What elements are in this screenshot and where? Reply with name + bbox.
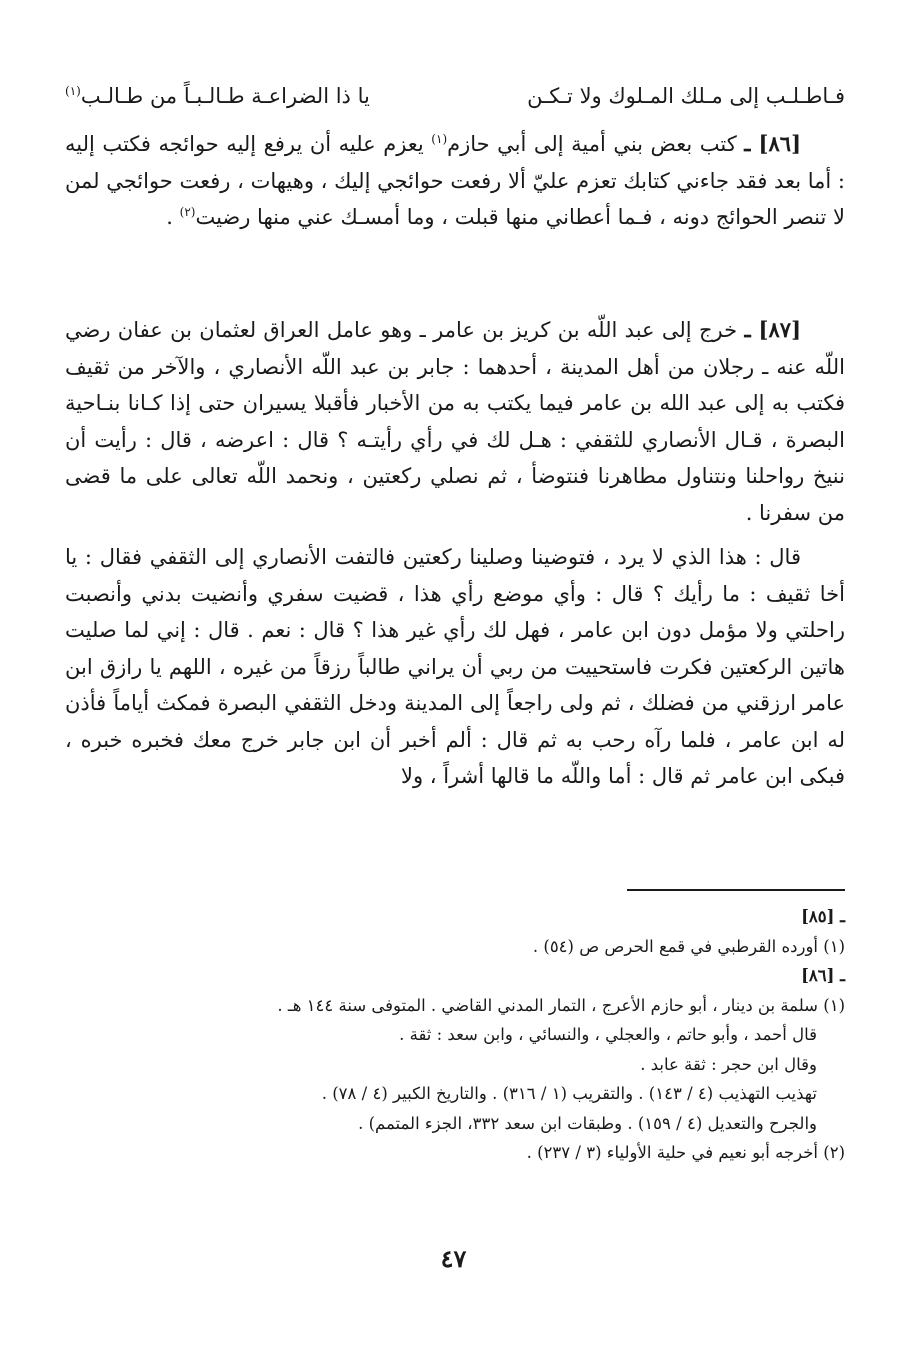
footnote-86-1-cont: قال أحمد ، وأبو حاتم ، والعجلي ، والنسائي ، وابن سعد : ثقة . [399, 1025, 817, 1044]
footnote-heading-85: ـ [٨٥] [801, 907, 845, 926]
entry-86-paragraph [65, 126, 845, 236]
entry-text: يعزم عليه أن يرفع إليه حوائجه فكتب إليه : أما بعد فقد جاءني كتابك تعزم عليّ ألا رفعت حوائجي إليك ، وهيهات ، رفعت حوائجي لمن لا تنصر الحوائج دونه ، فـما أعطاني منها قبلت ، وما أمسـك عني منها رضيت [65, 132, 845, 229]
footnotes [85, 902, 845, 1168]
entry-number: [٨٦] ـ [744, 131, 801, 156]
footnote-86-2: (٢) أخرجه أبو نعيم في حلية الأولياء (٣ / ٢٣٧) . [526, 1143, 845, 1162]
verse-first-text: فـاطـلـب إلى مـلك المـلوك ولا تـكـن [527, 84, 845, 108]
footnote-ref: (٢) [179, 205, 196, 219]
footnote-ref: (١) [431, 132, 448, 146]
entry-text-end: . [166, 205, 180, 229]
footnote-86-1-sources: تهذيب التهذيب (٤ / ١٤٣) . والتقريب (١ / ٣١٦) . والتاريخ الكبير (٤ / ٧٨) . [321, 1084, 817, 1103]
entry-86 [65, 126, 845, 244]
entry-number: [٨٧] ـ [744, 317, 801, 342]
footnote-separator [627, 889, 845, 891]
page-number: ٤٧ [440, 1244, 467, 1273]
verse-second-hemistich [65, 78, 370, 114]
entry-87-paragraph-1 [65, 312, 845, 531]
poem-verse [65, 78, 845, 114]
entry-text: خرج إلى عبد اللّه بن كريز بن عامر ـ وهو عامل العراق لعثمان بن عفان رضي اللّه عنه ـ رجلان من أهل المدينة ، أحدهما : جابر بن عبد اللّه الأنصاري ، والآخر من ثقيف فكتب به إلى عبد الله بن عامر فيما يكتب به من الأخبار فأقبلا يسيران حتى إذا كـانا بنـاحية البصرة ، قـال الأنصاري للثقفي : هـل لك في رأي رأيتـه ؟ قال : اعرضه ، قال : رأيت أن ننيخ رواحلنا ونتناول مطاهرنا فنتوضأ ، ثم نصلي ركعتين ، ونحمد اللّه تعالى على ما قضى من سفرنا . [65, 318, 845, 525]
footnote-86-1: (١) سلمة بن دينار ، أبو حازم الأعرج ، التمار المدني القاضي . المتوفى سنة ١٤٤ هـ . [277, 995, 845, 1015]
footnote-86-1-cont: وقال ابن حجر : ثقة عابد . [640, 1054, 817, 1074]
verse-first-hemistich [527, 78, 845, 114]
footnote-heading-86: ـ [٨٦] [801, 966, 845, 985]
entry-text: كتب بعض بني أمية إلى أبي حازم [447, 132, 737, 156]
verse-second-text: يا ذا الضراعـة طـالـبـاً من طـالـب [80, 84, 370, 108]
footnote-ref: (١) [65, 84, 81, 98]
entry-87 [65, 312, 845, 803]
entry-text: قال : هذا الذي لا يرد ، فتوضينا وصلينا ركعتين فالتفت الأنصاري إلى الثقفي فقال : يا أخا ثقيف : ما رأيك ؟ قال : وأي موضع رأي هذا ، قضيت سفري وأنضيت بدني وأنصبت راحلتي ولا مؤمل دون ابن عامر ، فهل لك رأي غير هذا ؟ قال : نعم . قال : إني لما صليت هاتين الركعتين فكرت فاستحييت من ربي أن يراني طالباً رزقاً من غيره ، اللهم يا رازق ابن عامر ارزقني من فضلك ، ثم ولى راجعاً إلى المدينة ودخل الثقفي البصرة فمكث أياماً فأذن له ابن عامر ، فلما رآه رحب به ثم قال : ألم أخبر أن ابن جابر خرج معك فخبره خبره ، فبكى ابن عامر ثم قال : أما واللّه ما قالها أشراً ، ولا [65, 545, 845, 788]
entry-87-paragraph-2 [65, 539, 845, 795]
footnote-86-1-sources: والجرح والتعديل (٤ / ١٥٩) . وطبقات ابن سعد ٣٣٢، الجزء المتمم) . [358, 1113, 817, 1133]
footnote-85-1: (١) أورده القرطبي في قمع الحرص ص (٥٤) . [532, 936, 845, 956]
